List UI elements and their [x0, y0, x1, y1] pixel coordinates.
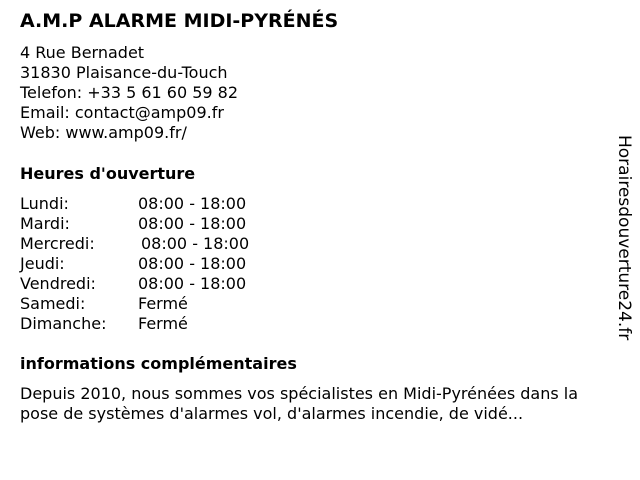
time-value: 08:00 - 18:00 [141, 234, 250, 253]
email-line: Email: contact@amp09.fr [20, 103, 224, 122]
time-value: 08:00 - 18:00 [138, 274, 247, 293]
day-label: Jeudi: [20, 254, 65, 273]
contact-block [20, 43, 238, 143]
address-city: 31830 Plaisance-du-Touch [20, 63, 228, 82]
address-street: 4 Rue Bernadet [20, 43, 145, 62]
time-value: 08:00 - 18:00 [138, 194, 247, 213]
business-name: A.M.P ALARME MIDI-PYRÉNÉS [20, 10, 339, 32]
opening-hours-heading: Heures d'ouverture [20, 164, 196, 183]
time-value: 08:00 - 18:00 [138, 254, 247, 273]
time-value: Fermé [138, 314, 188, 333]
day-label: Vendredi: [20, 274, 96, 293]
phone-line: Telefon: +33 5 61 60 59 82 [20, 83, 239, 102]
time-value: Fermé [138, 294, 188, 313]
day-label: Mercredi: [20, 234, 95, 253]
day-label: Samedi: [20, 294, 86, 313]
day-label: Dimanche: [20, 314, 107, 333]
additional-info-heading: informations complémentaires [20, 354, 297, 373]
site-watermark: Horairesdouverture24.fr [614, 135, 634, 341]
website-line: Web: www.amp09.fr/ [20, 123, 187, 142]
time-value: 08:00 - 18:00 [138, 214, 247, 233]
business-description: Depuis 2010, nous sommes vos spécialistes en Midi-Pyrénées dans la pose de systèmes d'alarmes vol, d'alarmes incendie, de vidé... [20, 384, 579, 423]
day-label: Lundi: [20, 194, 69, 213]
day-label: Mardi: [20, 214, 70, 233]
